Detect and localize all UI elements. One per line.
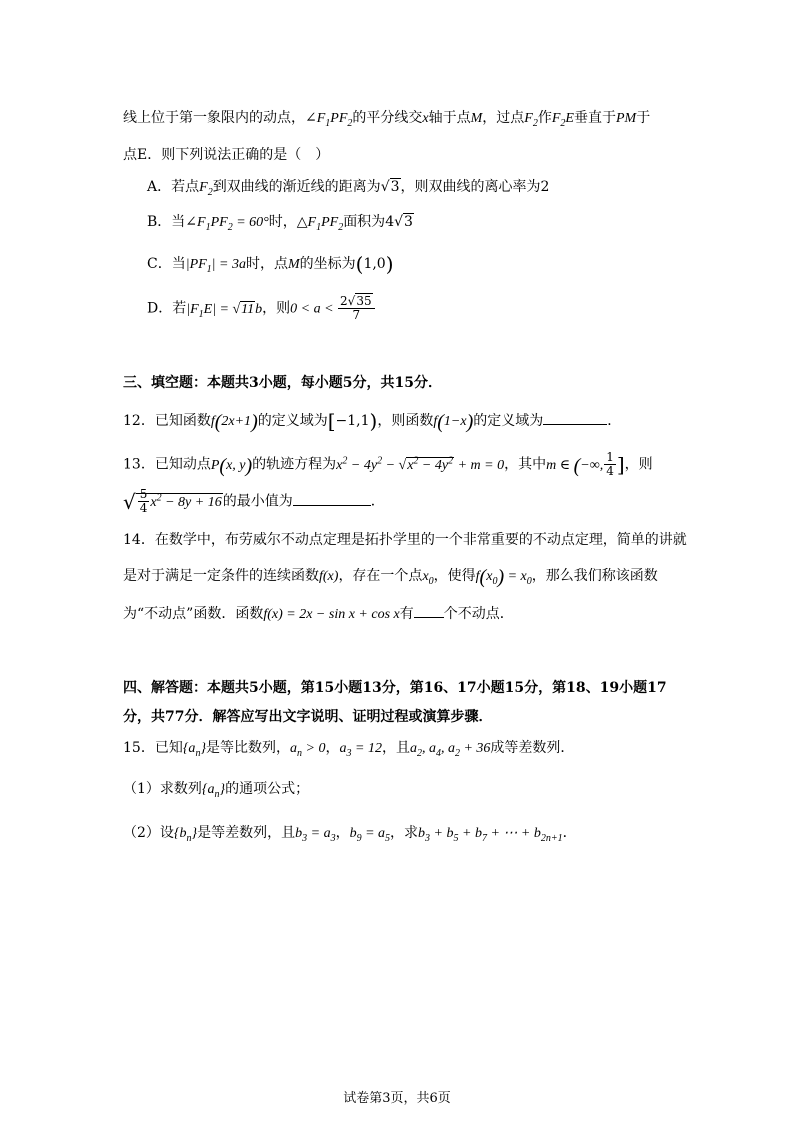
option-text: 时，	[268, 214, 297, 230]
question-15: 15．已知$\{a_n\}$是等比数列，$a_n > 0$，$a_3 = 12$，且$a_2$, $a_4$, $a_2 + 36$成等差数列．	[123, 740, 575, 759]
q14-text: 有	[399, 606, 414, 622]
q12-text: 的定义域为	[473, 413, 544, 429]
math-bracket: ]	[616, 452, 625, 477]
math-frac-5-4: $\frac{5}{4}$	[139, 487, 148, 516]
answer-blank[interactable]	[414, 603, 444, 618]
q14-text: 为“不动点”函数．函数	[123, 606, 264, 622]
question-15-part1	[123, 779, 309, 805]
math-frac-2sqrt35-7: $\frac{2√35}{7}$	[338, 295, 375, 322]
option-text: A．若点	[147, 179, 200, 195]
math-m-range: m ∈ (−∞,	[546, 454, 604, 477]
math-a3: $a_3 = 12$	[339, 741, 382, 759]
math-range-a: 0 < a <	[290, 301, 338, 317]
math-seq-an: $\{a_n\}$	[201, 782, 226, 800]
q13-text: 的轨迹方程为	[252, 456, 337, 473]
option-text: 的坐标为	[299, 256, 356, 272]
q15-text: 是等比数列，	[206, 740, 291, 756]
math-x: x	[422, 111, 429, 126]
q15-text: 是等差数列，且	[197, 825, 296, 841]
math-f1x: f(1−x)	[433, 410, 474, 433]
option-text: 面积为	[343, 214, 386, 230]
q15-text: （2）设	[123, 825, 174, 841]
math-b3-eq: $b_3 = a_3$	[295, 826, 336, 844]
option-text: 到双曲线的渐近线的距离为	[212, 179, 381, 195]
math-point-10: (1,0)	[355, 252, 394, 276]
q15-text: ，求	[390, 825, 419, 841]
option-text: 时，点	[245, 256, 288, 272]
q11-text: 线上位于第一象限内的动点，	[123, 110, 305, 126]
math-locus-eq: $x^2 - 4y^2 - √x^2 - 4y^2 + m = 0$	[336, 455, 505, 473]
math-m: M	[287, 257, 300, 272]
q12-text: 12．已知函数	[123, 413, 211, 429]
q11-option-a	[147, 177, 549, 203]
q11-text: 点E．则下列说法正确的是（ ）	[123, 147, 330, 163]
math-4sqrt3: 4√3	[385, 214, 413, 230]
q11-option-b	[147, 212, 414, 238]
section-4-heading-line2: 分，共77分．解答应写出文字说明、证明过程或演算步骤．	[123, 709, 493, 725]
math-f1e: $|F_1E| = √11b$	[186, 301, 263, 320]
q11-text: ，过点	[482, 110, 525, 126]
math-seq-bn: $\{b_n\}$	[173, 826, 198, 844]
q11-text: 作	[537, 110, 552, 126]
q12-text: 的定义域为	[257, 413, 328, 429]
question-14-line3	[123, 603, 514, 625]
q11-continuation-line1	[123, 108, 650, 134]
q13-text: 的最小值为	[222, 493, 293, 510]
question-15-part2: （2）设$\{b_n\}$是等差数列，且$b_3 = a_3$，$b_9 = a_5$，求$b_3 + b_5 + b_7$ + ⋯ + $b_{2n+1}$．	[123, 825, 577, 844]
math-x0: $x_0$	[422, 569, 434, 587]
math-sqrt-expr: √ $\frac{5}{4}$ $x^2 - 8y + 16$	[123, 487, 222, 516]
math-pf1: $|PF_1| = 3a$	[185, 257, 246, 275]
q15-text: 15．已知	[123, 740, 183, 756]
question-14-line1: 14．在数学中，布劳威尔不动点定理是拓扑学里的一个非常重要的不动点定理，简单的讲就	[123, 532, 687, 548]
q15-text: （1）求数列	[123, 781, 202, 797]
question-12: 12．已知函数f(2x+1)的定义域为[−1,1)，则函数f(1−x)的定义域为 ．	[123, 409, 622, 433]
math-f2x1: f(2x+1)	[210, 410, 258, 433]
q11-text: 于	[636, 110, 651, 126]
math-f2: $F_2$	[524, 111, 538, 129]
math-function: f(x) = 2x − sin x + cos x	[263, 607, 400, 622]
q15-text: 成等差数列．	[490, 740, 575, 756]
q13-text: 13．已知动点	[123, 456, 211, 473]
math-an-positive: $a_n > 0$	[290, 741, 326, 759]
question-14-line2	[123, 566, 658, 592]
q14-text: ，那么我们称该函数	[531, 568, 658, 584]
math-b9-eq: $b_9 = a_5$	[349, 826, 391, 844]
q14-text: 是对于满足一定条件的连续函数	[123, 568, 319, 584]
q11-text: 的平分线交	[352, 110, 423, 126]
question-13-line2: √ $\frac{5}{4}$ $x^2 - 8y + 16$的最小值为 ．	[123, 487, 385, 516]
math-fx: f(x)	[319, 569, 339, 584]
page-footer: 试卷第3页，共6页	[343, 1091, 451, 1106]
answer-blank[interactable]	[543, 410, 607, 425]
math-f2e: $F_2E$	[551, 111, 574, 129]
math-fx0-eq: $f(x_0) = x_0$	[475, 565, 532, 588]
q13-text: ，则	[624, 456, 653, 473]
option-text: C．当	[147, 256, 186, 272]
math-triangle: $\triangle F_1PF_2$	[296, 215, 344, 233]
option-text: D．若	[147, 300, 187, 317]
math-frac-1-4: $\frac{1}{4}$	[606, 450, 614, 479]
q11-text: 垂直于	[573, 110, 616, 126]
option-text: ，则双曲线的离心率为2	[400, 179, 550, 195]
math-pm: PM	[615, 111, 637, 126]
q15-text: 的通项公式；	[225, 781, 310, 797]
math-angle-60: $\angle F_1PF_2 = 60^\circ$	[185, 215, 269, 233]
answer-blank[interactable]	[293, 491, 371, 506]
option-text: B．当	[147, 214, 186, 230]
q11-option-d	[147, 295, 376, 324]
q13-text: ，其中	[504, 456, 547, 473]
q11-option-c	[147, 254, 394, 280]
q14-text: ，存在一个点	[338, 568, 423, 584]
q11-continuation-line2	[123, 145, 329, 165]
math-f2: $F_2$	[199, 180, 213, 198]
q11-text: 轴于点	[428, 110, 471, 126]
section-4-heading-line1: 四、解答题：本题共5小题，第15小题13分，第16、17小题15分，第18、19小题17	[123, 680, 667, 696]
math-interval: [−1,1)	[327, 409, 378, 433]
q14-text: 个不动点．	[443, 606, 514, 622]
math-angle: $\angle F_1PF_2$	[305, 111, 353, 129]
q12-text: ，则函数	[377, 413, 434, 429]
q14-text: ，使得	[433, 568, 476, 584]
section-3-heading: 三、填空题：本题共3小题，每小题5分，共15分．	[123, 375, 442, 391]
math-pxy: P(x, y)	[210, 454, 253, 477]
option-text: ，则	[262, 300, 291, 317]
math-m: M	[470, 111, 483, 126]
math-sqrt3: √3	[380, 179, 400, 195]
math-seq-an: $\{a_n\}$	[182, 741, 207, 759]
math-sum: $b_3 + b_5 + b_7$ + ⋯ + $b_{2n+1}$	[418, 826, 563, 844]
question-13-line1	[123, 451, 653, 478]
math-terms: $a_2$, $a_4$, $a_2 + 36$	[409, 741, 491, 759]
